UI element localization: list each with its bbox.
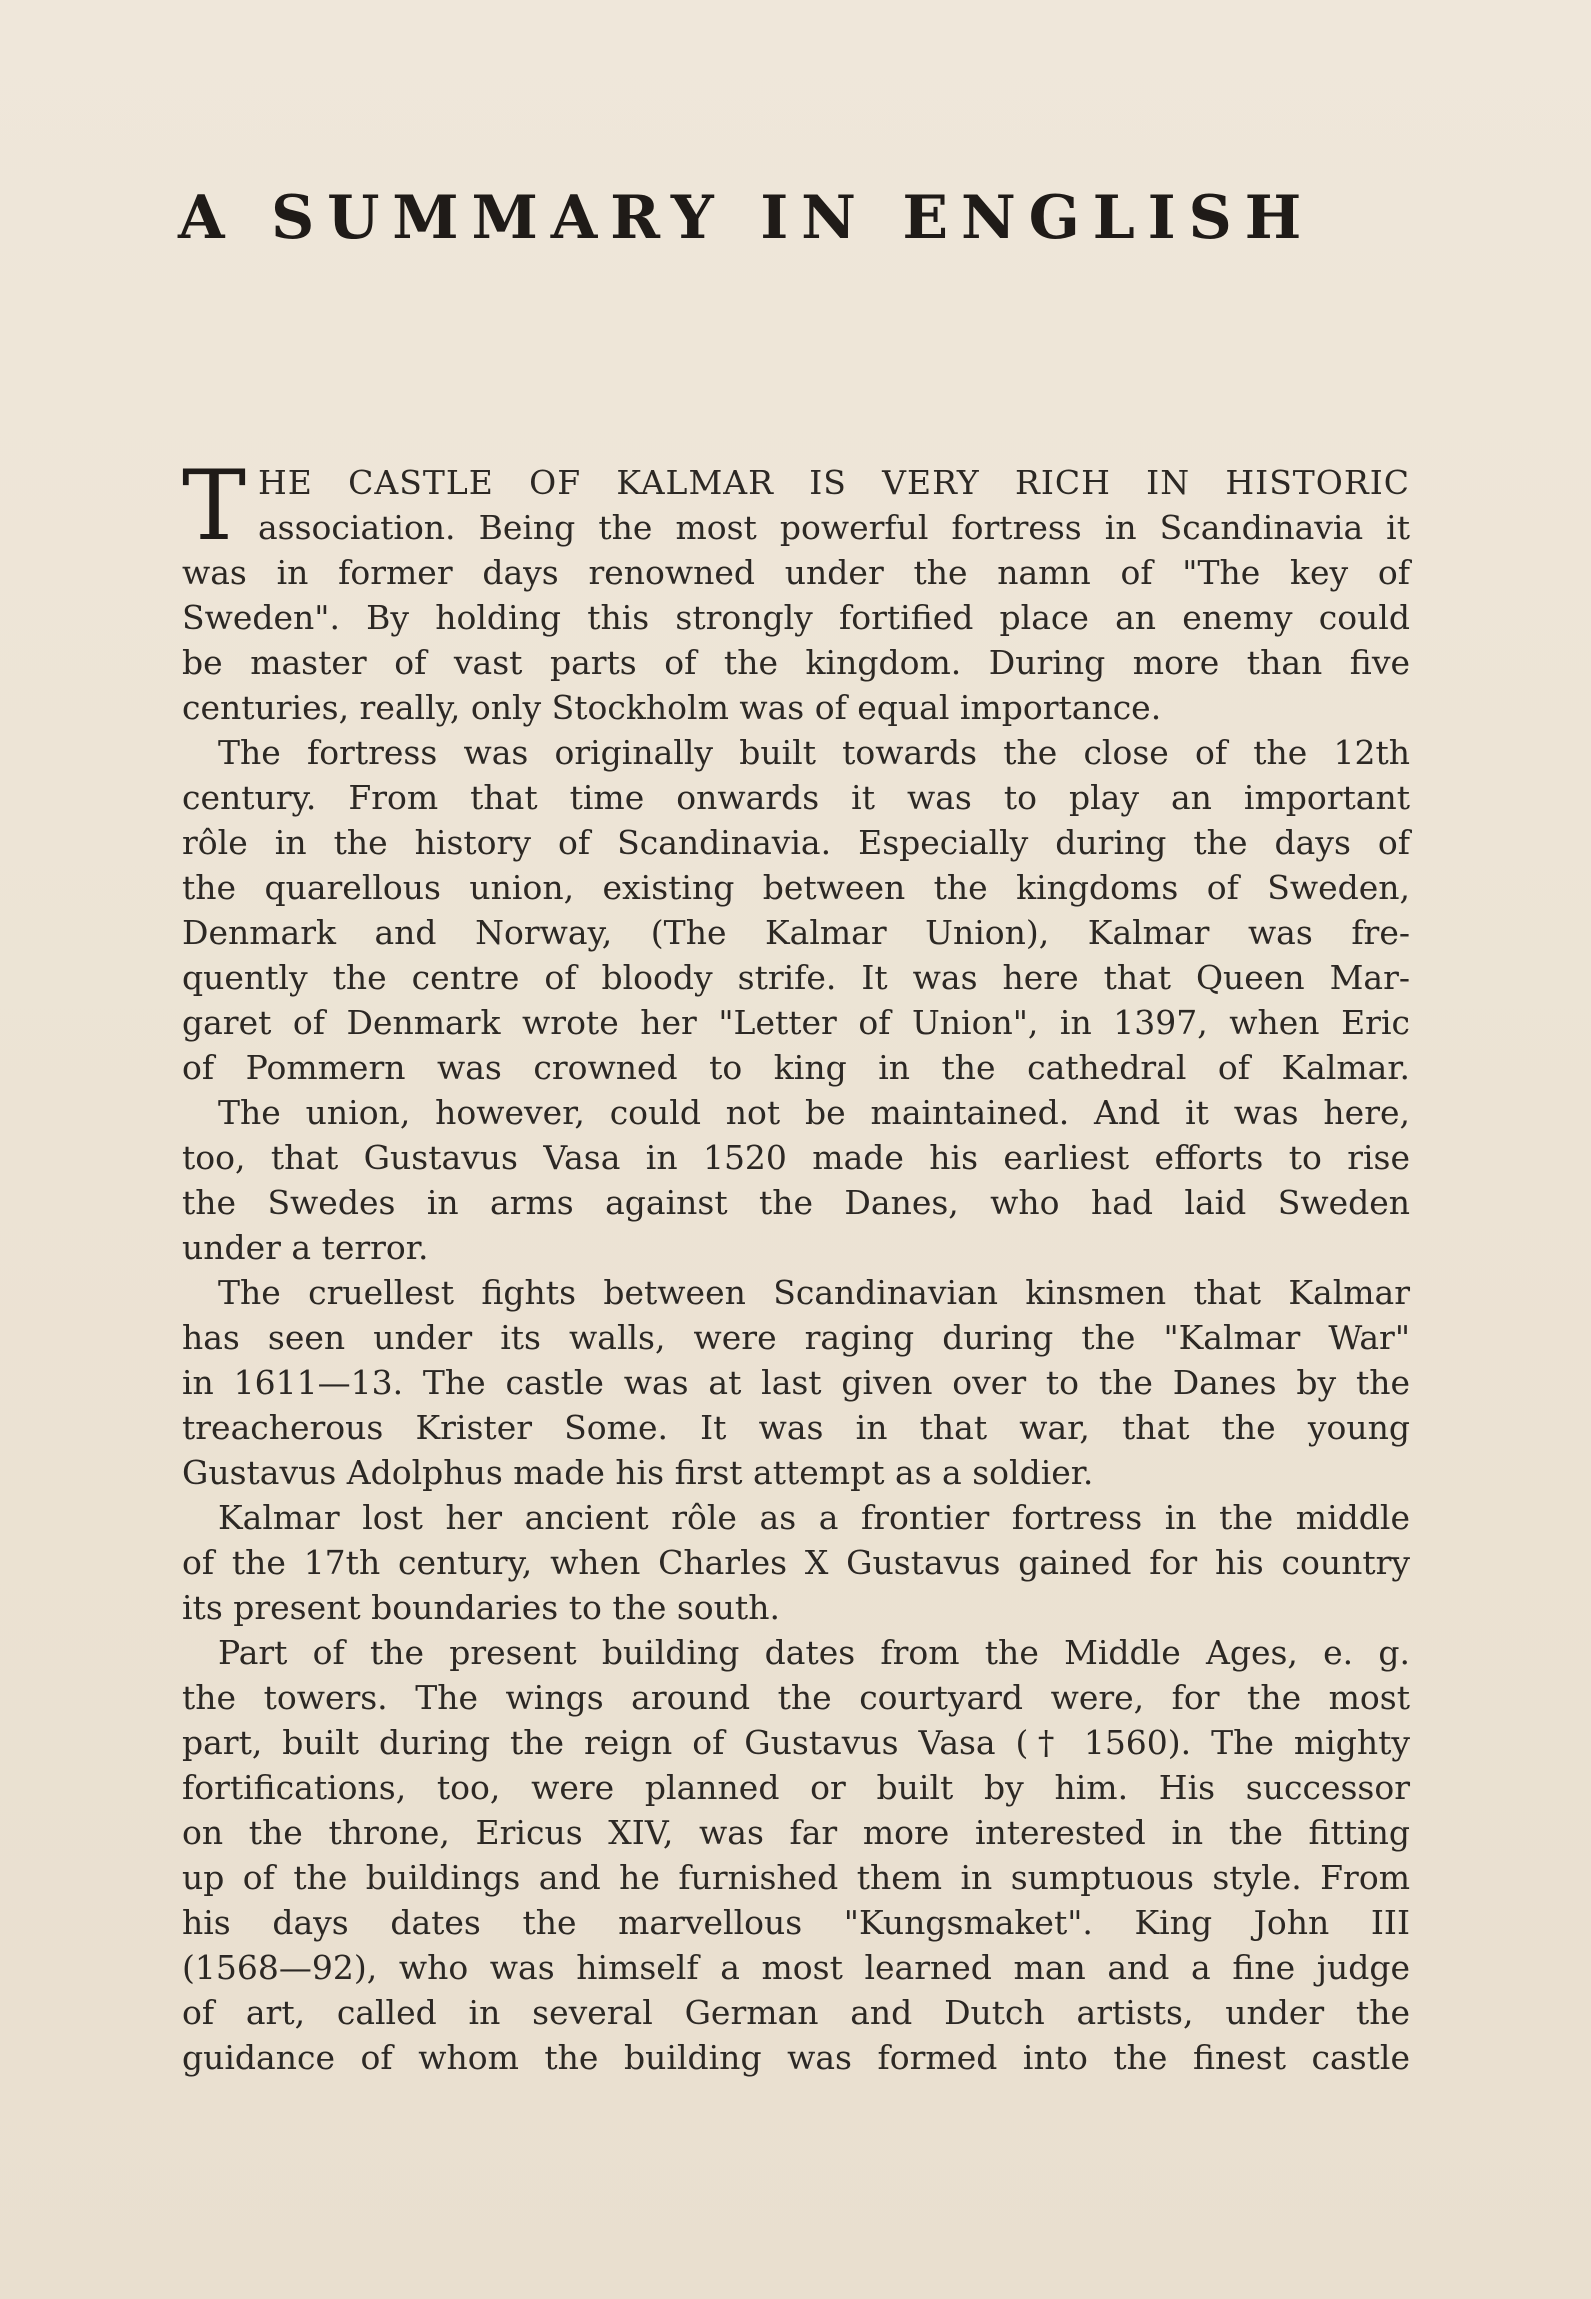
text-line: fortifications, too, were planned or built by him. His successor — [182, 1768, 1410, 1807]
text-line: Gustavus Adolphus made his first attempt as a soldier. — [182, 1453, 1094, 1492]
text-line: was in former days renowned under the namn of "The key of — [182, 553, 1410, 592]
text-line: in 1611—13. The castle was at last given over to the Danes by the — [182, 1363, 1410, 1402]
text-line: has seen under its walls, were raging during the "Kalmar War" — [182, 1318, 1410, 1357]
text-line: rôle in the history of Scandinavia. Especially during the days of — [182, 823, 1410, 862]
text-line: up of the buildings and he furnished them in sumptuous style. From — [182, 1858, 1410, 1897]
text-line: The union, however, could not be maintained. And it was here, — [218, 1093, 1410, 1132]
text-line: under a terror. — [182, 1228, 429, 1267]
text-line: century. From that time onwards it was to play an important — [182, 778, 1410, 817]
text-line: HE CASTLE OF KALMAR IS VERY RICH IN HISTORIC — [258, 463, 1410, 502]
text-line: too, that Gustavus Vasa in 1520 made his earliest efforts to rise — [182, 1138, 1410, 1177]
text-line: The cruellest fights between Scandinavian kinsmen that Kalmar — [218, 1273, 1410, 1312]
text-line: of Pommern was crowned to king in the cathedral of Kalmar. — [182, 1048, 1410, 1087]
text-line: on the throne, Ericus XIV, was far more interested in the fitting — [182, 1813, 1410, 1852]
text-line: association. Being the most powerful fortress in Scandinavia it — [258, 508, 1410, 547]
text-line: be master of vast parts of the kingdom. During more than five — [182, 643, 1410, 682]
text-line: of art, called in several German and Dutch artists, under the — [182, 1993, 1410, 2032]
text-line: garet of Denmark wrote her "Letter of Union", in 1397, when Eric — [182, 1003, 1410, 1042]
summary-text — [182, 450, 1410, 2080]
text-line: Denmark and Norway, (The Kalmar Union), Kalmar was fre- — [182, 913, 1410, 952]
text-line: guidance of whom the building was formed into the finest castle — [182, 2038, 1410, 2077]
text-line: of the 17th century, when Charles X Gustavus gained for his country — [182, 1543, 1410, 1582]
text-line: the quarellous union, existing between the kingdoms of Sweden, — [182, 868, 1410, 907]
text-line: quently the centre of bloody strife. It was here that Queen Mar- — [182, 958, 1410, 997]
text-line: Part of the present building dates from the Middle Ages, e. g. — [218, 1633, 1410, 1672]
page-title: A SUMMARY IN ENGLISH — [178, 183, 1315, 253]
text-line: Sweden". By holding this strongly fortified place an enemy could — [182, 598, 1410, 637]
text-line: treacherous Krister Some. It was in that war, that the young — [182, 1408, 1410, 1447]
text-line: The fortress was originally built towards the close of the 12th — [218, 733, 1410, 772]
drop-cap: T — [182, 450, 247, 562]
text-line: the Swedes in arms against the Danes, who had laid Sweden — [182, 1183, 1410, 1222]
text-line: (1568—92), who was himself a most learned man and a fine judge — [182, 1948, 1410, 1987]
text-line: its present boundaries to the south. — [182, 1588, 780, 1627]
text-line: his days dates the marvellous "Kungsmaket". King John III — [182, 1903, 1410, 1942]
text-line: part, built during the reign of Gustavus Vasa († 1560). The mighty — [182, 1723, 1410, 1762]
text-line: centuries, really, only Stockholm was of equal importance. — [182, 688, 1162, 727]
text-line: Kalmar lost her ancient rôle as a frontier fortress in the middle — [218, 1498, 1410, 1537]
text-line: the towers. The wings around the courtyard were, for the most — [182, 1678, 1410, 1717]
